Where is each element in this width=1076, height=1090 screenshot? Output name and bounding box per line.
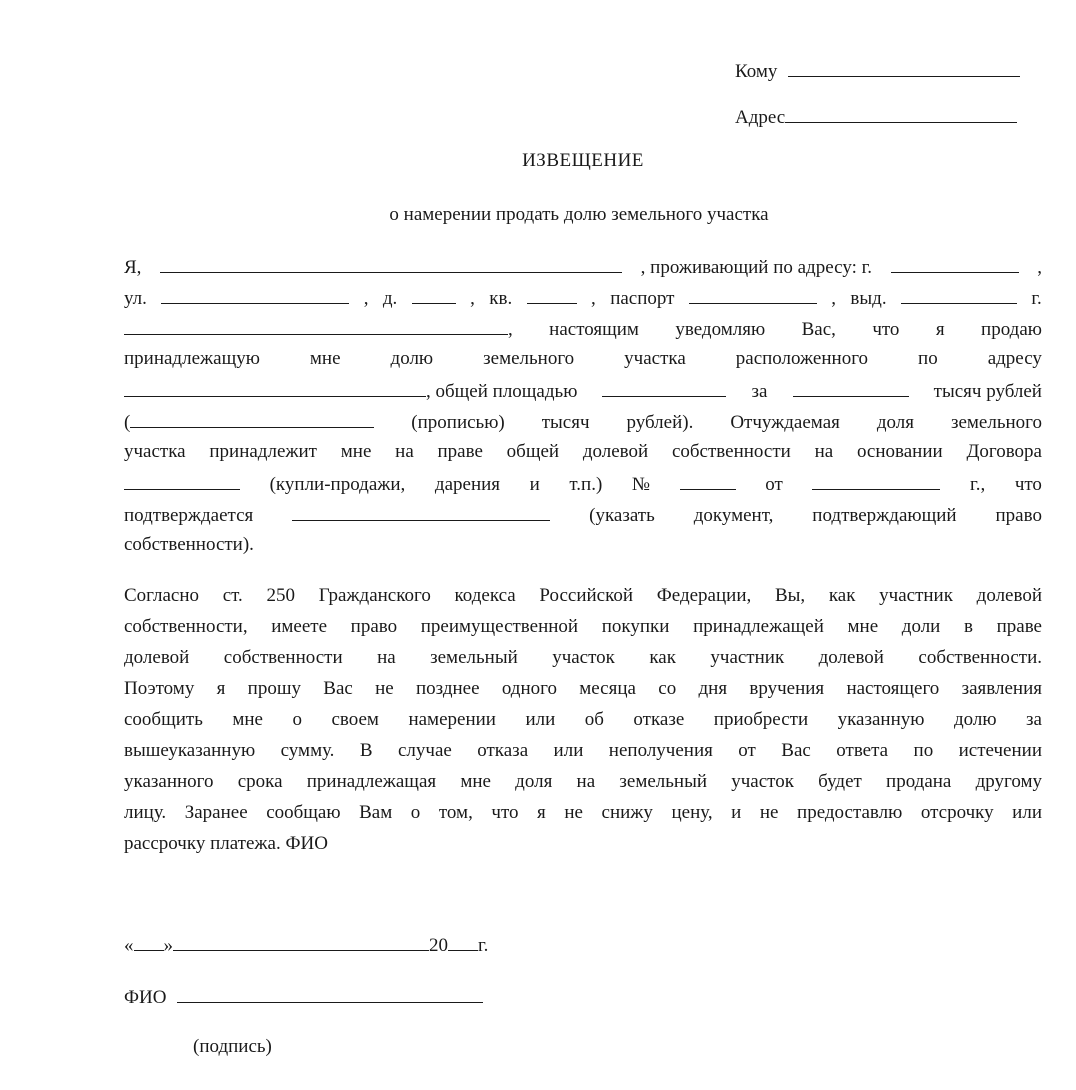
price-in-words-field[interactable] (130, 409, 374, 428)
fio-field[interactable] (177, 984, 483, 1003)
text-word: мне (309, 348, 341, 369)
body1-line-1 (124, 254, 1042, 280)
text-word: участка (624, 348, 686, 369)
text-thousand-rubles: тысяч рублей (933, 381, 1042, 402)
contract-date-field[interactable] (812, 471, 940, 490)
text-comma: , (508, 319, 513, 340)
text-word: что (872, 319, 900, 340)
body2-line: вышеуказанную сумму. В случае отказа или неполучения от Вас ответа по истечении (124, 740, 1042, 761)
body1-line-10: собственности). (124, 534, 254, 555)
address-field[interactable] (785, 104, 1017, 123)
text-word: земельного (483, 348, 575, 369)
date-line (124, 932, 488, 958)
text-comma: , (591, 288, 596, 309)
text-comma: , (1037, 257, 1042, 278)
body1-line-4 (124, 347, 1042, 371)
body1-line-9 (124, 502, 1042, 528)
text-comma: , (470, 288, 475, 309)
text-word: (купли-продажи, (269, 474, 406, 495)
price-field[interactable] (793, 378, 909, 397)
to-field[interactable] (788, 58, 1020, 77)
text-issued: выд. (850, 288, 887, 309)
address-label: Адрес (735, 107, 786, 128)
contract-type-field[interactable] (124, 471, 240, 490)
issued-by-field[interactable] (124, 316, 508, 335)
text-street: ул. (124, 288, 147, 309)
body2-line: указанного срока принадлежащая мне доля на земельный участок будет продана другому (124, 771, 1042, 792)
text-word: я (935, 319, 945, 340)
quote-close: » (163, 935, 173, 956)
apartment-field[interactable] (527, 285, 577, 304)
text-word: настоящим (549, 319, 639, 340)
text-word: (прописью) (411, 412, 505, 433)
address-line (735, 104, 1017, 130)
body2-line: Согласно ст. 250 Гражданского кодекса Российской Федерации, Вы, как участник долевой (124, 585, 1042, 606)
text-for: за (751, 381, 768, 402)
text-number-sign: № (631, 474, 651, 495)
text-area: , общей площадью (426, 381, 578, 402)
text-word: рублей). (626, 412, 694, 433)
text-word: (указать (589, 505, 655, 526)
text-that: что (1014, 474, 1042, 495)
passport-field[interactable] (689, 285, 817, 304)
land-address-field[interactable] (124, 378, 426, 397)
year-prefix: 20 (429, 935, 448, 956)
text-word: доля (876, 412, 914, 433)
body2-line: Поэтому я прошу Вас не позднее одного месяца со дня вручения настоящего заявления (124, 678, 1042, 699)
text-word: подтверждающий (812, 505, 957, 526)
body1-line-2 (124, 285, 1042, 311)
fio-label: ФИО (124, 987, 167, 1008)
text-word: адресу (987, 348, 1042, 369)
text-word: по (918, 348, 938, 369)
street-field[interactable] (161, 285, 349, 304)
month-field[interactable] (173, 932, 429, 951)
quote-open: « (124, 935, 134, 956)
text-word: т.п.) (569, 474, 603, 495)
document-title: ИЗВЕЩЕНИЕ (522, 150, 644, 171)
text-passport: паспорт (610, 288, 675, 309)
text-word: продаю (981, 319, 1042, 340)
body1-line-7: участка принадлежит мне на праве общей долевой собственности на основании Договора (124, 441, 1042, 462)
body2-line: долевой собственности на земельный участок как участник долевой собственности. (124, 647, 1042, 668)
text-word: Отчуждаемая (730, 412, 840, 433)
year-suffix: г. (478, 935, 489, 956)
text-word: и (529, 474, 540, 495)
text-word: тысяч (541, 412, 590, 433)
day-field[interactable] (134, 932, 164, 951)
body2-paragraph (124, 580, 1042, 859)
text-word: земельного (950, 412, 1042, 433)
ownership-document-field[interactable] (292, 502, 550, 521)
body1-line-8 (124, 471, 1042, 497)
to-label: Кому (735, 61, 778, 82)
body1-line-6 (124, 409, 1042, 435)
text-word: уведомляю (675, 319, 766, 340)
full-name-field[interactable] (160, 254, 622, 273)
year-field[interactable] (448, 932, 478, 951)
text-apartment: кв. (489, 288, 513, 309)
text-year: г. (1031, 288, 1042, 309)
area-field[interactable] (602, 378, 726, 397)
body2-line: рассрочку платежа. ФИО (124, 833, 328, 854)
text-comma: , (831, 288, 837, 309)
body2-line: лицу. Заранее сообщаю Вам о том, что я не снижу цену, и не предоставлю отсрочку или (124, 802, 1042, 823)
fio-line (124, 984, 483, 1010)
text-word: принадлежащую (124, 348, 260, 369)
issued-field[interactable] (901, 285, 1017, 304)
text-ya: Я, (124, 257, 142, 278)
house-field[interactable] (412, 285, 456, 304)
body1-line-3 (124, 316, 1042, 342)
body2-line: собственности, имеете право преимущественной покупки принадлежащей мне доли в праве (124, 616, 1042, 637)
text-word: Вас, (801, 319, 836, 340)
document-subtitle: о намерении продать долю земельного участка (389, 204, 769, 225)
text-word: долю (390, 348, 434, 369)
text-word: расположенного (735, 348, 869, 369)
contract-number-field[interactable] (680, 471, 736, 490)
body1-line-5 (124, 378, 1042, 404)
text-comma: , (363, 288, 369, 309)
to-line (735, 58, 1020, 84)
text-residing: , проживающий по адресу: г. (640, 257, 872, 278)
text-word: документ, (693, 505, 774, 526)
text-from: от (765, 474, 783, 495)
text-confirmed: подтверждается (124, 505, 254, 526)
text-paren: ( (124, 412, 131, 433)
text-year: г., (970, 474, 986, 495)
text-house: д. (382, 288, 398, 309)
city-field[interactable] (891, 254, 1019, 273)
signature-label: (подпись) (193, 1036, 272, 1057)
text-word: право (995, 505, 1042, 526)
body2-line: сообщить мне о своем намерении или об отказе приобрести указанную долю за (124, 709, 1042, 730)
text-word: дарения (434, 474, 501, 495)
